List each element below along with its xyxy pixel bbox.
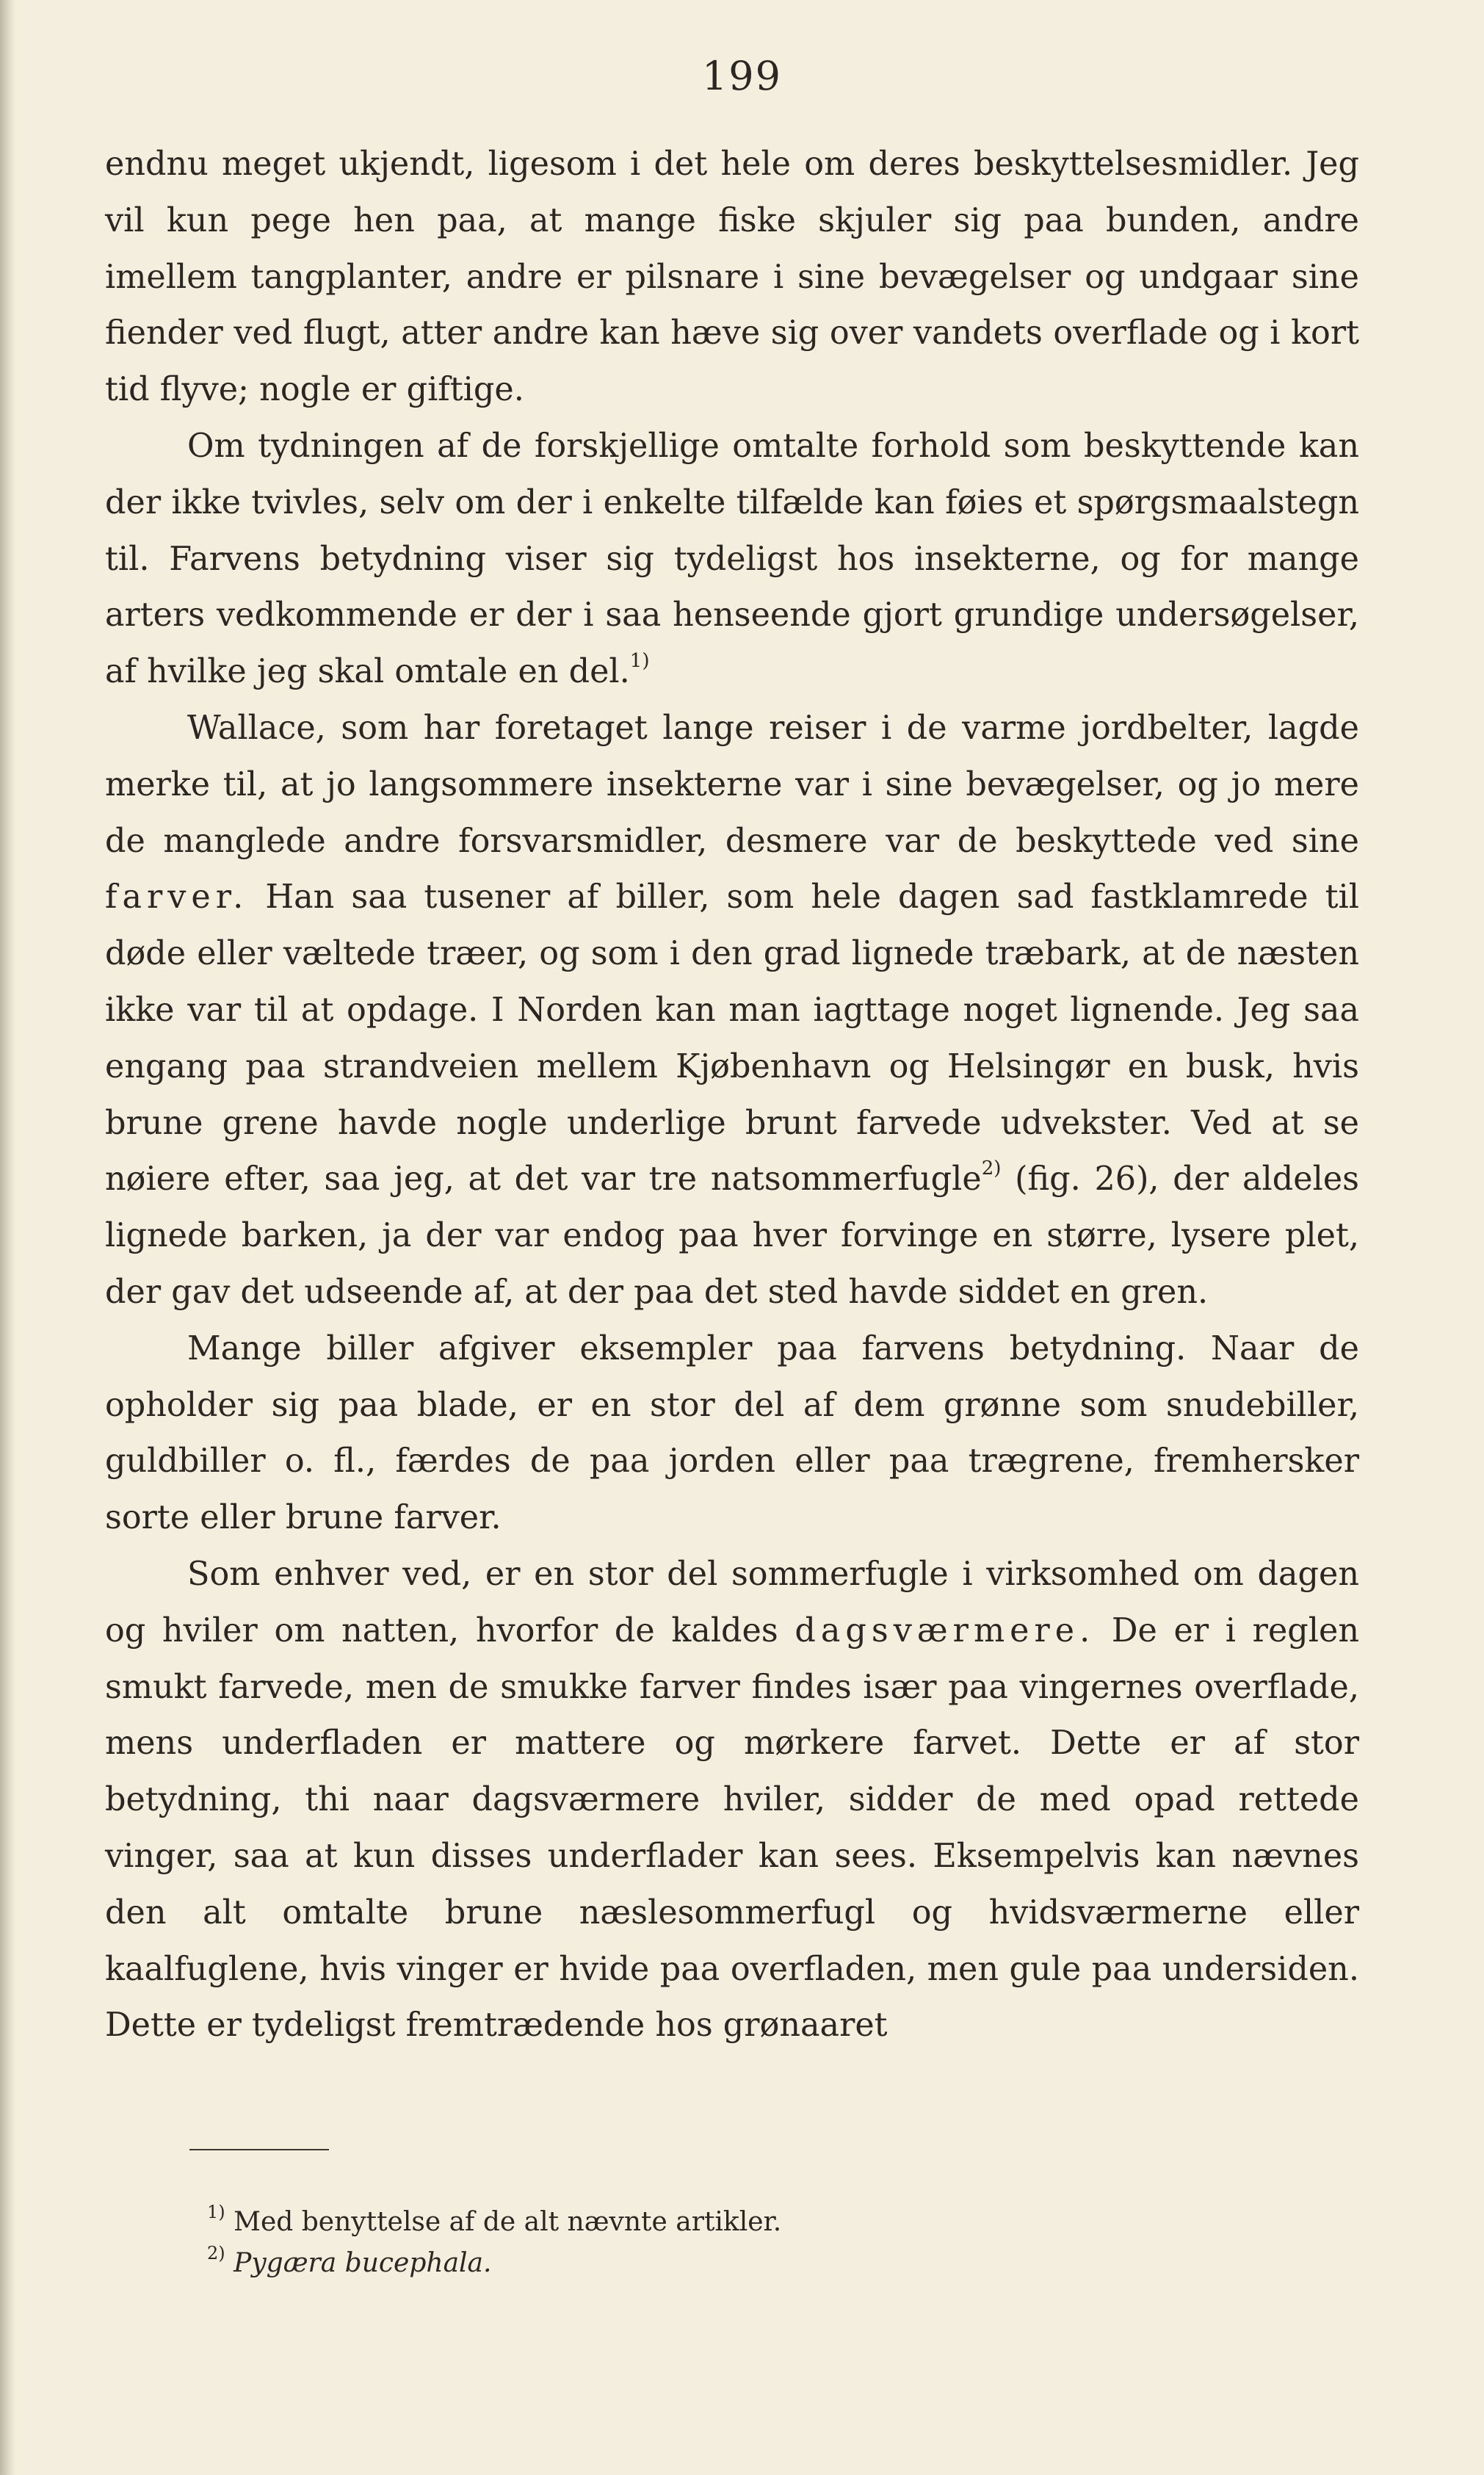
emphasized-text: farver.	[105, 878, 249, 917]
text-run: Han saa tusener af biller, som hele dagen sad fastklamrede til døde eller væltede træer, og som i den grad lignede træbark, at de næsten ikke var til at opdage. I Norden kan man iagttage noget lignende. Jeg saa engang paa strandveien mellem Kjøbenhavn og Helsingør en busk, hvis brune grene havde nogle underlige brunt farvede udvekster. Ved at se nøiere efter, saa jeg, at det var tre natsommerfugle	[105, 878, 1359, 1199]
body-text	[105, 137, 1359, 2054]
text-run: Som enhver ved, er en stor del sommerfugle i virksomhed om dagen og hviler om natten, hvorfor de kaldes	[105, 1555, 1359, 1650]
footnote-marker: 2)	[207, 2243, 225, 2264]
footnote	[207, 2243, 1235, 2284]
footnote-separator	[189, 2149, 329, 2150]
paragraph	[105, 137, 1359, 419]
footnote-reference: 1)	[629, 650, 650, 673]
text-run: Om tydningen af de forskjellige omtalte forhold som beskyttende kan der ikke tvivles, selv om der i enkelte tilfælde kan føies et spørgsmaalstegn til. Farvens betydning viser sig tydeligst hos insekterne, og for mange arters vedkommende er der i saa henseende gjort grundige undersøgelser, af hvilke jeg skal omtale en del.	[105, 427, 1359, 691]
text-run: Mange biller afgiver eksempler paa farvens betydning. Naar de opholder sig paa blade, er en stor del af dem grønne som snudebiller, guldbiller o. fl., færdes de paa jorden eller paa trægrene, fremhersker sorte eller brune farver.	[105, 1329, 1359, 1537]
paragraph	[105, 1321, 1359, 1547]
text-run: endnu meget ukjendt, ligesom i det hele om deres beskyttelsesmidler. Jeg vil kun pege hen paa, at mange fiske skjuler sig paa bunden, andre imellem tangplanter, andre er pilsnare i sine bevægelser og undgaar sine fiender ved flugt, atter andre kan hæve sig over vandets overflade og i kort tid flyve; nogle er giftige.	[105, 145, 1359, 409]
page-number: 199	[701, 53, 783, 99]
text-run: Wallace, som har foretaget lange reiser i de varme jordbelter, lagde merke til, at jo langsommere insekterne var i sine bevægelser, og jo mere de manglede andre forsvarsmidler, desmere var de beskyttede ved sine	[105, 709, 1359, 860]
page-binding-shadow	[0, 0, 16, 2475]
footnote-marker: 1)	[207, 2202, 225, 2223]
emphasized-text: dagsværmere.	[795, 1611, 1096, 1650]
footnote-text: Med benyttelse af de alt nævnte artikler.	[234, 2207, 782, 2237]
paragraph	[105, 419, 1359, 701]
footnote	[207, 2202, 1235, 2243]
paragraph	[105, 701, 1359, 1321]
text-run: (fig. 26), der aldeles lignede barken, ja der var endog paa hver forvinge en større, lysere plet, der gav det udseende af, at der paa det sted havde siddet en gren.	[105, 1160, 1360, 1311]
footnote-text: Pygæra bucephala.	[234, 2248, 492, 2278]
text-run: De er i reglen smukt farvede, men de smukke farver findes især paa vingernes overflade, mens underfladen er mattere og mørkere farvet. Dette er af stor betydning, thi naar dagsværmere hviler, sidder de med opad rettede vinger, saa at kun disses underflader kan sees. Eksempelvis kan nævnes den alt omtalte brune næslesommerfugl og hvidsværmerne eller kaalfuglene, hvis vinger er hvide paa overfladen, men gule paa undersiden. Dette er tydeligst fremtrædende hos grønaaret	[105, 1611, 1359, 2045]
footnotes	[207, 2202, 1235, 2284]
footnote-reference: 2)	[981, 1157, 1002, 1180]
paragraph	[105, 1547, 1359, 2054]
